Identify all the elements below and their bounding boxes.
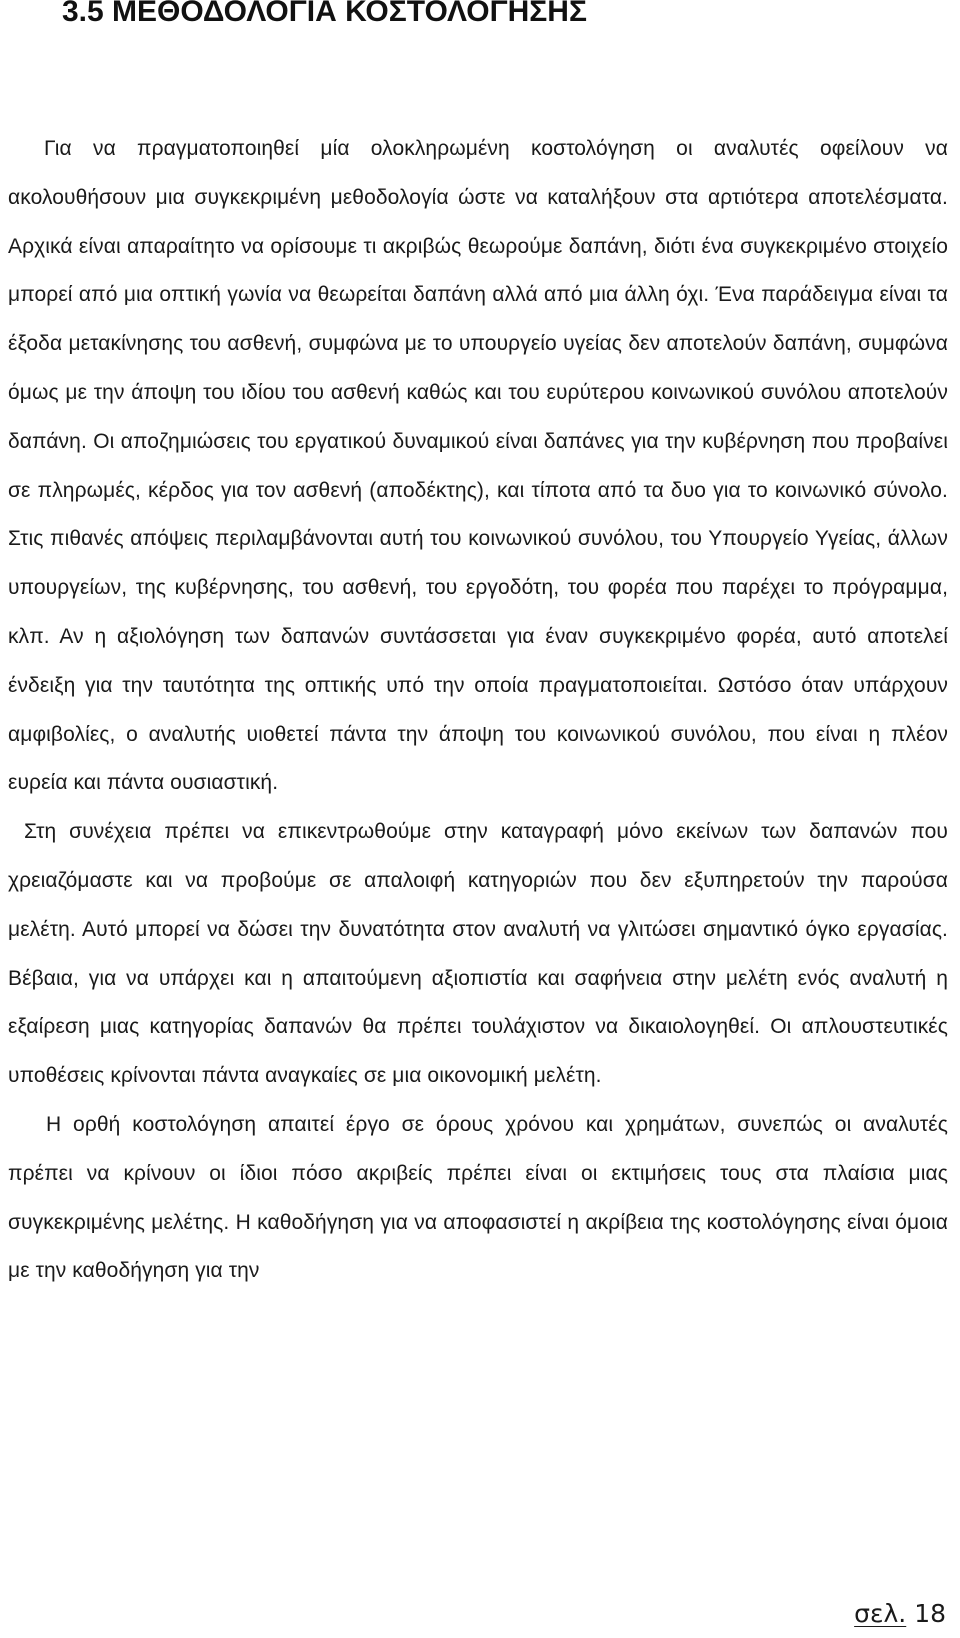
paragraph-cost-precision: Η ορθή κοστολόγηση απαιτεί έργο σε όρους χρόνου και χρημάτων, συνεπώς οι αναλυτές πρέπει να κρίνουν οι ίδιοι πόσο ακριβείς πρέπει είναι οι εκτιμήσεις τους στα πλαίσια μιας συγκεκριμένης μελέτης. Η καθοδήγηση για να αποφασιστεί η ακρίβεια της κοστολόγησης είναι όμοια με την καθοδήγηση για την (8, 1112, 948, 1283)
paragraph-cost-definition: Για να πραγματοποιηθεί μία ολοκληρωμένη κοστολόγηση οι αναλυτές οφείλουν να ακολουθήσουν μια συγκεκριμένη μεθοδολογία ώστε να καταλήξουν στα αρτιότερα αποτελέσματα. Αρχικά είναι απαραίτητο να ορίσουμε τι ακριβώς θεωρούμε δαπάνη, διότι ένα συγκεκριμένο στοιχείο μπορεί από μια οπτική γωνία να θεωρείται δαπάνη αλλά από μια άλλη όχι. Ένα παράδειγμα είναι τα έξοδα μετακίνησης του ασθενή, συμφώνα με το υπουργείο υγείας δεν αποτελούν δαπάνη, συμφώνα όμως με την άποψη του ιδίου του ασθενή καθώς και του ευρύτερου κοινωνικού συνόλου αποτελούν δαπάνη. Οι αποζημιώσεις του εργατικού δυναμικού είναι δαπάνες για την κυβέρνηση που προβαίνει σε πληρωμές, κέρδος για τον ασθενή (αποδέκτης), και τίποτα από τα δυο για το κοινωνικό σύνολο. Στις πιθανές απόψεις περιλαμβάνονται αυτή του κοινωνικού συνόλου, του Υπουργείο Υγείας, άλλων υπουργείων, της κυβέρνησης, του ασθενή, του εργοδότη, του φορέα που παρέχει το πρόγραμμα, κλπ. Αν η αξιολόγηση των δαπανών συντάσσεται για έναν συγκεκριμένο φορέα, αυτό αποτελεί ένδειξη για την ταυτότητα της οπτικής υπό την οποία πραγματοποιείται. Ωστόσο όταν υπάρχουν αμφιβολίες, ο αναλυτής υιοθετεί πάντα την άποψη του κοινωνικού συνόλου, που είναι η πλέον ευρεία και πάντα ουσιαστική. (8, 137, 948, 795)
section-title: 3.5 ΜΕΘΟΔΟΛΟΓΙΑ ΚΟΣΤΟΛΟΓΗΣΗΣ (62, 0, 587, 28)
page-number-value: 18 (914, 1599, 946, 1628)
page-number (854, 1598, 946, 1630)
body-text (8, 125, 948, 1296)
paragraph-cost-selection: Στη συνέχεια πρέπει να επικεντρωθούμε στην καταγραφή μόνο εκείνων των δαπανών που χρειαζόμαστε και να προβούμε σε απαλοιφή κατηγοριών που δεν εξυπηρετούν την παρούσα μελέτη. Αυτό μπορεί να δώσει την δυνατότητα στον αναλυτή να γλιτώσει σημαντικό όγκο εργασίας. Βέβαια, για να υπάρχει και η απαιτούμενη αξιοπιστία και σαφήνεια στην μελέτη ενός αναλυτή η εξαίρεση μιας κατηγορίας δαπανών θα πρέπει τουλάχιστον να δικαιολογηθεί. Οι απλουστευτικές υποθέσεις κρίνονται πάντα αναγκαίες σε μια οικονομική μελέτη. (8, 820, 948, 1088)
page-number-label: σελ. (854, 1599, 907, 1628)
